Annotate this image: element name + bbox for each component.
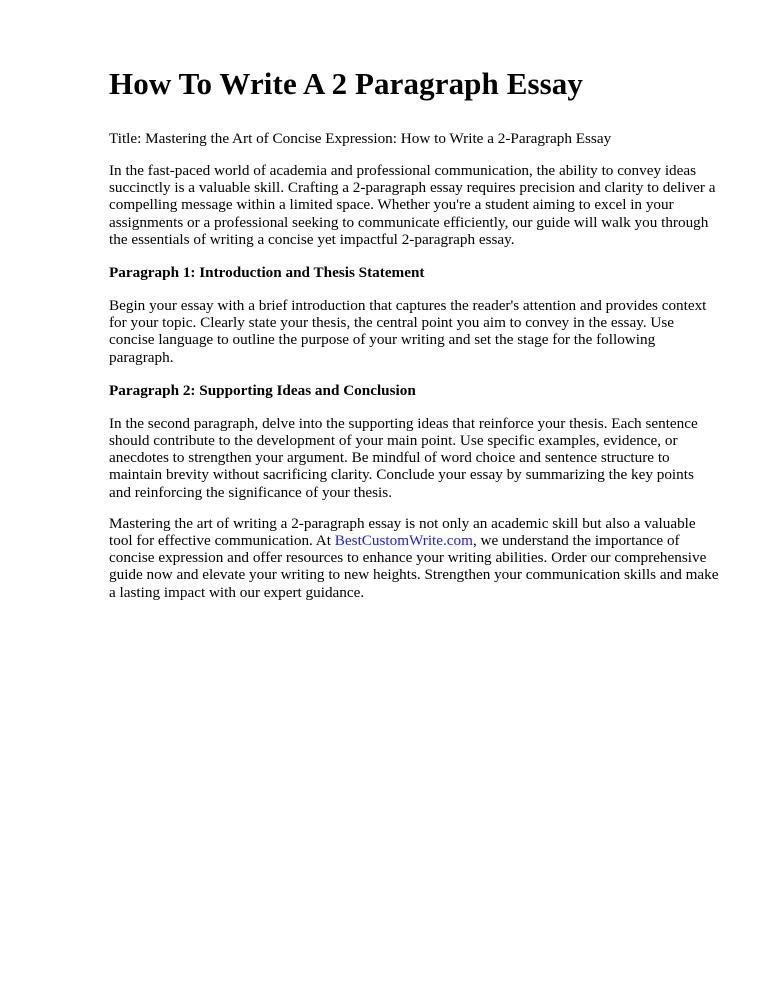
intro-paragraph: In the fast-paced world of academia and professional communication, the ability to convey ideas succinctly is a valuable skill. Crafting a 2-paragraph essay requires precision and clarity to deliver a compelling message within a limited space. Whether you're a student aiming to excel in your assignments or a professional seeking to communicate efficiently, our guide will walk you through the essentials of writing a concise yet impactful 2-paragraph essay. (109, 162, 716, 248)
section-2-heading: Paragraph 2: Supporting Ideas and Conclusion (109, 381, 416, 399)
closing-text-before-link: Mastering the art of writing a 2-paragraph essay is not only an academic skill but also a valuable tool for effective communication. At (109, 514, 696, 550)
section-2-paragraph: In the second paragraph, delve into the supporting ideas that reinforce your thesis. Each sentence should contribute to the development of your main point. Use specific examples, evidence, or anecdotes to strengthen your argument. Be mindful of word choice and sentence structure to maintain brevity without sacrificing clarity. Conclude your essay by summarizing the key points and reinforcing the significance of your thesis. (109, 414, 698, 501)
closing-paragraph (109, 515, 719, 601)
closing-text-after-link: , we understand the importance of concise expression and offer resources to enhance your writing abilities. Order our comprehensive guide now and elevate your writing to new heights. Strengthen your communication skills and make a lasting impact with our expert guidance. (109, 532, 719, 601)
bestcustomwrite-link[interactable]: BestCustomWrite.com (334, 532, 473, 550)
section-1-paragraph: Begin your essay with a brief introduction that captures the reader's attention and provides context for your topic. Clearly state your thesis, the central point you aim to convey in the essay. Use concise language to outline the purpose of your writing and set the stage for the following paragraph. (109, 297, 707, 366)
document-subtitle: Title: Mastering the Art of Concise Expression: How to Write a 2-Paragraph Essay (109, 130, 612, 147)
document-page (109, 66, 719, 601)
section-1-heading: Paragraph 1: Introduction and Thesis Statement (109, 264, 425, 282)
document-title: How To Write A 2 Paragraph Essay (109, 66, 584, 101)
